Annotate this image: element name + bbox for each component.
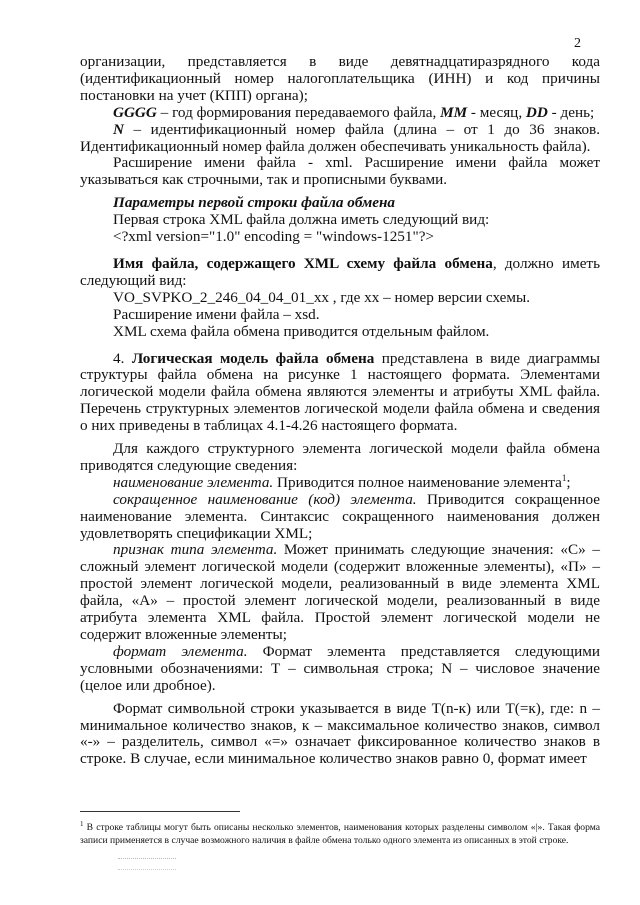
- footnote: [80, 818, 600, 847]
- paragraph-date-format: [80, 105, 600, 122]
- code-mm: MM: [440, 103, 468, 121]
- heading-first-line-params: Параметры первой строки файла обмена: [113, 194, 396, 212]
- text-segment: ;: [566, 473, 571, 491]
- paragraph-extension: Расширение имени файла - xml. Расширение имени файла может указываться как строчными, так и прописными буквами.: [80, 154, 600, 189]
- paragraph-element-format: [80, 644, 600, 695]
- paragraph-schema-separate: XML схема файла обмена приводится отдельным файлом.: [113, 322, 490, 340]
- document-body: [80, 54, 600, 768]
- paragraph-element-info: Для каждого структурного элемента логической модели файла обмена приводятся следующие сведения:: [80, 440, 600, 474]
- term-element-format: формат элемента.: [113, 642, 248, 660]
- text-segment: Может принимать следующие значения: «С» – сложный элемент логической модели (содержит вложенные элементы), «П» – простой элемент логической модели, реализованный в виде элемента XML файла, «А» – простой элемент логической модели, реализованный в виде атрибута элемента XML файла. Простой элемент логической модели не содержит вложенные элементы;: [80, 541, 600, 643]
- section-number: 4.: [113, 349, 132, 367]
- paragraph-element-type: [80, 542, 600, 643]
- text-segment: - месяц,: [467, 103, 526, 121]
- text-segment: Приводится сокращенное наименование элемента. Синтаксис сокращенного наименования должен удовлетворять спецификации XML;: [80, 490, 600, 542]
- term-element-type: признак типа элемента.: [113, 541, 278, 559]
- text-segment: – идентификационный номер файла (длина – от 1 до 36 знаков. Идентификационный номер файла должен обеспечивать уникальность файла).: [80, 120, 600, 155]
- term-element-code: сокращенное наименование (код) элемента.: [113, 490, 417, 508]
- xml-declaration: <?xml version="1.0" encoding = "windows-1251"?>: [113, 228, 434, 246]
- scan-artifact: [118, 858, 176, 870]
- paragraph-schema-ext: Расширение имени файла – xsd.: [113, 305, 320, 323]
- footnote-mark: 1: [80, 820, 84, 828]
- footnote-text: В строке таблицы могут быть описаны несколько элементов, наименования которых разделены символом «|». Такая форма записи применяется в случае возможного наличия в файле обмена только одного элемента из описанных в этой строке.: [80, 822, 600, 846]
- page-number: 2: [574, 36, 581, 51]
- text-segment: представлена в виде диаграммы структуры файла обмена на рисунке 1 настоящего формата. Элементами логической модели файла обмена являются элементы и атрибуты XML файла. Перечень структурных элементов логической модели файла обмена и сведения о них приведены в таблицах 4.1-4.26 настоящего формата.: [80, 349, 600, 435]
- paragraph-element-code: [80, 492, 600, 543]
- paragraph-string-format: Формат символьной строки указывается в виде Т(n-к) или Т(=к), где: n – минимальное количество знаков, к – максимальное количество знаков, символ «-» – разделитель, символ «=» означает фиксированное количество знаков в строке. В случае, если минимальное количество знаков равно 0, формат имеет: [80, 699, 600, 768]
- text-segment: Приводится полное наименование элемента: [273, 473, 562, 491]
- paragraph-logical-model: [80, 351, 600, 436]
- paragraph-schema-file: VO_SVPKO_2_246_04_04_01_xx , где xx – номер версии схемы.: [113, 288, 531, 306]
- text-segment: , должно иметь следующий вид:: [80, 254, 601, 289]
- code-n: N: [113, 120, 124, 138]
- logical-model-heading: Логическая модель файла обмена: [131, 349, 375, 367]
- code-dd: DD: [525, 103, 548, 121]
- text-segment: – год формирования передаваемого файла,: [156, 103, 441, 121]
- paragraph-org-code: организации, представляется в виде девятнадцатиразрядного кода (идентификационный номер налогоплательщика (ИНН) и код причины постановки на учет (КПП) органа);: [80, 53, 600, 104]
- footnote-divider: [80, 811, 240, 812]
- paragraph-file-id: [80, 122, 600, 156]
- text-segment: - день;: [547, 103, 595, 121]
- paragraph-first-line: Первая строка XML файла должна иметь следующий вид:: [113, 211, 490, 229]
- paragraph-element-name: [80, 472, 600, 492]
- term-element-name: наименование элемента.: [113, 473, 274, 491]
- schema-name-heading: Имя файла, содержащего XML схему файла обмена: [113, 254, 493, 272]
- footnote-ref: 1: [561, 472, 567, 483]
- code-gggg: GGGG: [113, 103, 157, 121]
- paragraph-schema-name: [80, 256, 600, 290]
- text-segment: Формат элемента представляется следующими условными обозначениями: Т – символьная строка; N – числовое значение (целое или дробное).: [80, 642, 600, 694]
